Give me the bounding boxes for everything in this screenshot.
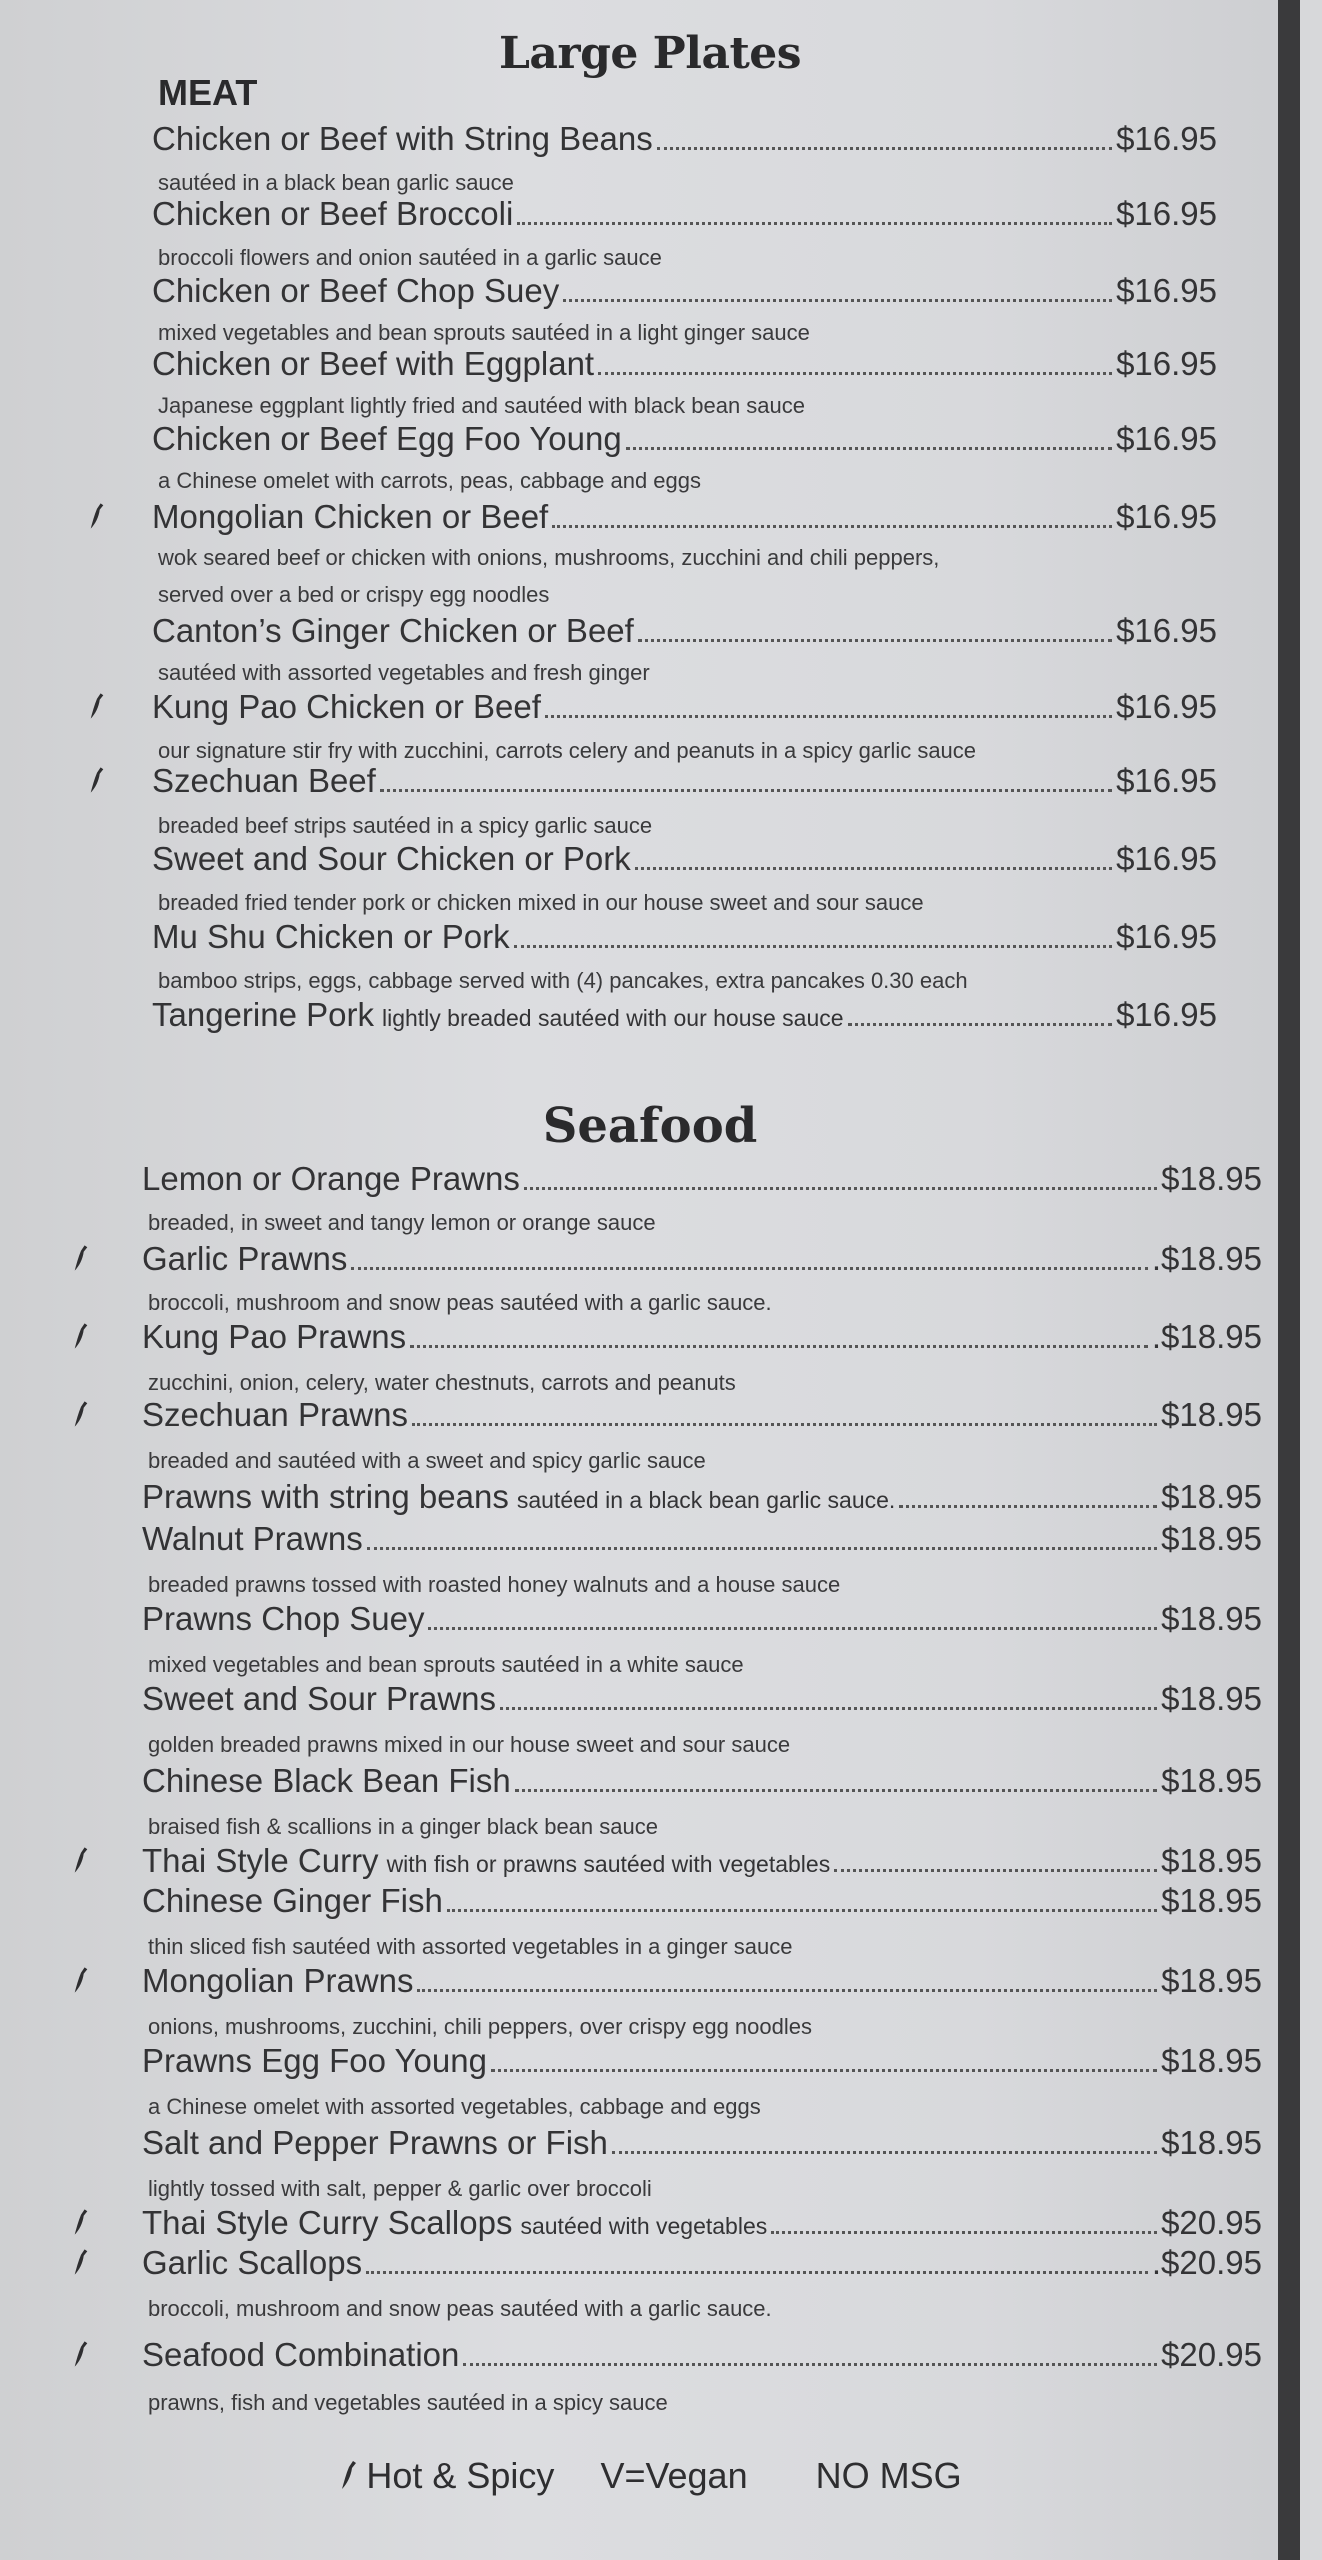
legend-no-msg: NO MSG xyxy=(815,2455,962,2496)
chili-pepper-icon xyxy=(338,2460,360,2490)
item-price: $16.95 xyxy=(1116,996,1217,1033)
item-name: Mongolian Prawns xyxy=(142,1962,414,1999)
menu-item xyxy=(152,612,1217,650)
item-description: sautéed with assorted vegetables and fresh ginger xyxy=(158,660,650,685)
item-description: onions, mushrooms, zucchini, chili peppers, over crispy egg noodles xyxy=(148,2014,812,2039)
leader-dots xyxy=(491,2069,1157,2072)
leader-dots xyxy=(638,639,1112,642)
leader-dots xyxy=(380,789,1112,792)
leader-dots xyxy=(563,299,1112,302)
item-name: Salt and Pepper Prawns or Fish xyxy=(142,2124,608,2161)
item-description: lightly tossed with salt, pepper & garlic over broccoli xyxy=(148,2176,652,2201)
item-description: wok seared beef or chicken with onions, mushrooms, zucchini and chili peppers, xyxy=(158,545,940,570)
menu-item xyxy=(152,688,1217,726)
item-price: $18.95 xyxy=(1161,1762,1262,1799)
item-description: zucchini, onion, celery, water chestnuts, carrots and peanuts xyxy=(148,1370,736,1395)
item-price: $18.95 xyxy=(1161,1882,1262,1919)
item-description: served over a bed or crispy egg noodles xyxy=(158,582,550,607)
item-name: Walnut Prawns xyxy=(142,1520,363,1557)
item-price: $16.95 xyxy=(1116,120,1217,157)
item-description: our signature stir fry with zucchini, carrots celery and peanuts in a spicy garlic sauce xyxy=(158,738,977,763)
leader-dots xyxy=(899,1505,1157,1508)
item-price: $20.95 xyxy=(1161,2204,1262,2241)
menu-item xyxy=(142,2042,1262,2080)
menu-item xyxy=(142,1318,1262,1356)
item-price: $16.95 xyxy=(1116,498,1217,535)
item-price: $16.95 xyxy=(1116,612,1217,649)
item-price: .$20.95 xyxy=(1151,2244,1262,2281)
item-price: $18.95 xyxy=(1161,1962,1262,1999)
chili-pepper-icon xyxy=(88,766,104,796)
item-name: Thai Style Curry xyxy=(142,1842,379,1879)
item-price: $18.95 xyxy=(1161,1160,1262,1197)
menu-item xyxy=(142,1762,1262,1800)
menu-item xyxy=(152,762,1217,800)
chili-pepper-icon xyxy=(72,1846,88,1876)
item-price: $18.95 xyxy=(1161,2124,1262,2161)
item-price: $16.95 xyxy=(1116,762,1217,799)
leader-dots xyxy=(834,1869,1157,1872)
chili-pepper-icon xyxy=(72,2248,88,2278)
leader-dots xyxy=(598,372,1112,375)
leader-dots xyxy=(500,1707,1157,1710)
item-name: Lemon or Orange Prawns xyxy=(142,1160,520,1197)
chili-pepper-icon xyxy=(72,2340,88,2370)
leader-dots xyxy=(366,2271,1148,2274)
menu-item xyxy=(142,1680,1262,1718)
legend-hot-spicy: Hot & Spicy xyxy=(338,2455,554,2496)
item-name: Seafood Combination xyxy=(142,2336,460,2373)
section-title-large-plates: Large Plates xyxy=(498,28,802,79)
item-description: mixed vegetables and bean sprouts sautéed in a light ginger sauce xyxy=(158,320,810,345)
menu-item xyxy=(142,1962,1262,2000)
item-name: Garlic Scallops xyxy=(142,2244,363,2281)
subhead-meat: MEAT xyxy=(158,72,258,113)
item-name: Mu Shu Chicken or Pork xyxy=(152,918,510,955)
menu-item xyxy=(152,195,1217,233)
item-description: bamboo strips, eggs, cabbage served with (4) pancakes, extra pancakes 0.30 each xyxy=(158,968,968,993)
item-name: Chicken or Beef Egg Foo Young xyxy=(152,420,622,457)
item-description: broccoli, mushroom and snow peas sautéed with a garlic sauce. xyxy=(148,2296,772,2321)
menu-item xyxy=(152,918,1217,956)
leader-dots xyxy=(635,867,1112,870)
menu-item xyxy=(142,1600,1262,1638)
menu-item xyxy=(152,498,1217,536)
item-name: Canton’s Ginger Chicken or Beef xyxy=(152,612,634,649)
item-price: $20.95 xyxy=(1161,2336,1262,2373)
menu-item xyxy=(142,1520,1262,1558)
item-description: broccoli, mushroom and snow peas sautéed with a garlic sauce. xyxy=(148,1290,772,1315)
item-price: $16.95 xyxy=(1116,272,1217,309)
item-description: golden breaded prawns mixed in our house sweet and sour sauce xyxy=(148,1732,791,1757)
item-name: Chicken or Beef with String Beans xyxy=(152,120,653,157)
chili-pepper-icon xyxy=(72,1322,88,1352)
chili-pepper-icon xyxy=(72,1966,88,1996)
menu-item xyxy=(152,345,1217,383)
item-price: .$18.95 xyxy=(1151,1318,1262,1355)
item-description: a Chinese omelet with carrots, peas, cabbage and eggs xyxy=(158,468,701,493)
item-name: Szechuan Beef xyxy=(152,762,376,799)
item-description: breaded fried tender pork or chicken mixed in our house sweet and sour sauce xyxy=(158,890,924,915)
item-description: breaded prawns tossed with roasted honey walnuts and a house sauce xyxy=(148,1572,841,1597)
leader-dots xyxy=(447,1909,1157,1912)
menu-item xyxy=(152,272,1217,310)
menu-item xyxy=(142,2124,1262,2162)
item-inline-description: lightly breaded sautéed with our house sauce xyxy=(381,1005,844,1031)
item-description: breaded beef strips sautéed in a spicy garlic sauce xyxy=(158,813,653,838)
item-price: $18.95 xyxy=(1161,1478,1262,1515)
item-description: breaded, in sweet and tangy lemon or orange sauce xyxy=(148,1210,656,1235)
item-inline-description: sautéed with vegetables xyxy=(520,2213,768,2239)
item-price: $18.95 xyxy=(1161,1842,1262,1879)
leader-dots xyxy=(351,1267,1148,1270)
item-description: mixed vegetables and bean sprouts sautéed in a white sauce xyxy=(148,1652,744,1677)
chili-pepper-icon xyxy=(88,502,104,532)
leader-dots xyxy=(545,715,1112,718)
item-price: $16.95 xyxy=(1116,420,1217,457)
leader-dots xyxy=(410,1345,1148,1348)
item-price: $16.95 xyxy=(1116,688,1217,725)
item-description: Japanese eggplant lightly fried and sautéed with black bean sauce xyxy=(158,393,806,418)
menu-item xyxy=(142,2244,1262,2282)
item-price: .$18.95 xyxy=(1151,1240,1262,1277)
menu-legend xyxy=(0,2455,1300,2497)
leader-dots xyxy=(412,1423,1157,1426)
menu-item xyxy=(152,420,1217,458)
item-name: Chinese Ginger Fish xyxy=(142,1882,443,1919)
item-price: $18.95 xyxy=(1161,1396,1262,1433)
item-description: a Chinese omelet with assorted vegetables, cabbage and eggs xyxy=(148,2094,761,2119)
item-inline-description: with fish or prawns sautéed with vegetables xyxy=(386,1851,831,1877)
item-name: Garlic Prawns xyxy=(142,1240,348,1277)
menu-item xyxy=(142,2336,1262,2374)
menu-item xyxy=(142,1160,1262,1198)
item-price: $16.95 xyxy=(1116,345,1217,382)
item-price: $16.95 xyxy=(1116,918,1217,955)
item-name: Mongolian Chicken or Beef xyxy=(152,498,549,535)
item-description: braised fish & scallions in a ginger black bean sauce xyxy=(148,1814,658,1839)
leader-dots xyxy=(612,2151,1157,2154)
chili-pepper-icon xyxy=(72,1244,88,1274)
leader-dots xyxy=(552,525,1112,528)
item-description: thin sliced fish sautéed with assorted vegetables in a ginger sauce xyxy=(148,1934,793,1959)
item-price: $18.95 xyxy=(1161,2042,1262,2079)
item-price: $16.95 xyxy=(1116,840,1217,877)
leader-dots xyxy=(463,2363,1157,2366)
item-name: Prawns Chop Suey xyxy=(142,1600,425,1637)
menu-item xyxy=(142,2204,1262,2242)
chili-pepper-icon xyxy=(88,692,104,722)
item-price: $18.95 xyxy=(1161,1520,1262,1557)
leader-dots xyxy=(657,147,1112,150)
menu-item xyxy=(152,840,1217,878)
item-name: Kung Pao Chicken or Beef xyxy=(152,688,541,725)
leader-dots xyxy=(367,1547,1157,1550)
menu-item xyxy=(142,1882,1262,1920)
item-description: prawns, fish and vegetables sautéed in a spicy sauce xyxy=(148,2390,668,2415)
item-name: Szechuan Prawns xyxy=(142,1396,408,1433)
item-description: breaded and sautéed with a sweet and spicy garlic sauce xyxy=(148,1448,706,1473)
item-price: $18.95 xyxy=(1161,1600,1262,1637)
leader-dots xyxy=(428,1627,1157,1630)
item-name: Tangerine Pork xyxy=(152,996,374,1033)
leader-dots xyxy=(515,1789,1157,1792)
item-name: Chicken or Beef Broccoli xyxy=(152,195,514,232)
item-name: Sweet and Sour Chicken or Pork xyxy=(152,840,631,877)
leader-dots xyxy=(417,1989,1157,1992)
item-name: Chinese Black Bean Fish xyxy=(142,1762,511,1799)
chili-pepper-icon xyxy=(72,1400,88,1430)
item-name: Prawns with string beans xyxy=(142,1478,509,1515)
menu-item xyxy=(142,1478,1262,1516)
item-name: Sweet and Sour Prawns xyxy=(142,1680,497,1717)
menu-item xyxy=(142,1240,1262,1278)
item-name: Kung Pao Prawns xyxy=(142,1318,407,1355)
chili-pepper-icon xyxy=(72,2208,88,2238)
legend-vegan: V=Vegan xyxy=(600,2455,748,2496)
page-edge xyxy=(1278,0,1300,2560)
item-name: Chicken or Beef with Eggplant xyxy=(152,345,595,382)
leader-dots xyxy=(514,945,1112,948)
menu-item xyxy=(142,1842,1262,1880)
item-name: Thai Style Curry Scallops xyxy=(142,2204,513,2241)
leader-dots xyxy=(626,447,1112,450)
leader-dots xyxy=(517,222,1112,225)
menu-item xyxy=(152,120,1217,158)
item-inline-description: sautéed in a black bean garlic sauce. xyxy=(516,1487,896,1513)
menu-item xyxy=(142,1396,1262,1434)
item-price: $16.95 xyxy=(1116,195,1217,232)
leader-dots xyxy=(848,1023,1113,1026)
item-description: broccoli flowers and onion sautéed in a garlic sauce xyxy=(158,245,662,270)
leader-dots xyxy=(524,1187,1157,1190)
item-description: sautéed in a black bean garlic sauce xyxy=(158,170,514,195)
item-name: Chicken or Beef Chop Suey xyxy=(152,272,560,309)
item-name: Prawns Egg Foo Young xyxy=(142,2042,487,2079)
section-title-seafood: Seafood xyxy=(542,1098,758,1154)
leader-dots xyxy=(771,2231,1157,2234)
menu-item xyxy=(152,996,1217,1034)
item-price: $18.95 xyxy=(1161,1680,1262,1717)
